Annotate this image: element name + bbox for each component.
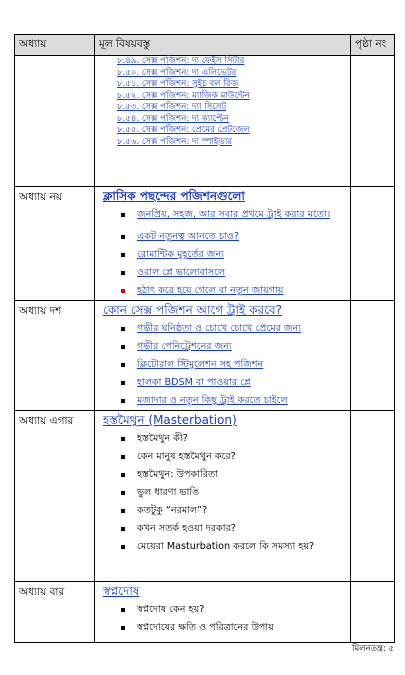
chapter-cell [15, 582, 95, 643]
subsection-link[interactable]: ৮.৫১. সেক্স পজিশন: সুইচ বল রিজ [117, 79, 239, 89]
header-row [15, 35, 395, 56]
topic-text: কখন সতর্ক হওয়া দরকার? [137, 523, 236, 534]
content-cell [95, 56, 351, 187]
list-item[interactable] [95, 102, 350, 114]
table-row [15, 187, 395, 301]
subsection-link[interactable]: ৮.৪৯. সেক্স পজিশন: দ্য ফেইস সিটার [117, 56, 245, 66]
list-item[interactable] [95, 114, 350, 126]
list-item[interactable] [95, 338, 350, 356]
subsection-link[interactable]: ৮.৫৩. সেক্স পজিশন: দ্যা সিসেট [117, 102, 227, 112]
list-item[interactable] [95, 125, 350, 137]
list-item[interactable] [95, 79, 350, 91]
topic-link[interactable]: একট নতুনত্ব আনতে চাও? [137, 231, 239, 242]
topic-link[interactable]: জনপ্রিয়, সহজ, আর সবার প্রথমে ট্রাই করার মতো। [137, 209, 331, 220]
subsection-link[interactable]: ৮.৫২. সেক্স পজিশন: ম্যাজিক মাউন্টেন [117, 90, 250, 101]
topic-list [95, 601, 350, 637]
list-item [95, 484, 350, 502]
topic-link[interactable]: গভীর পেনিট্রেশনের জন্য [137, 341, 232, 352]
topic-link[interactable]: মজাদার ও নতুন কিছু ট্রাই করতে চাইলে [137, 395, 288, 406]
list-item [95, 601, 350, 619]
list-item [95, 538, 350, 560]
list-item [95, 430, 350, 448]
list-item[interactable] [95, 68, 350, 80]
header-page: পৃষ্ঠা নং [351, 35, 395, 56]
page-cell [351, 301, 395, 411]
chapter-label: অধ্যায় নয় [19, 191, 63, 203]
list-item[interactable] [95, 264, 350, 282]
table-row [15, 411, 395, 582]
page-footer: মিলনতন্ত্র: ৫ [352, 644, 394, 654]
content-cell [95, 187, 351, 301]
chapter-label: অধ্যায় দশ [19, 305, 62, 317]
topic-text: হস্তমৈথুন: উপকারিতা [137, 469, 218, 480]
chapter-cell [15, 411, 95, 582]
list-item[interactable] [95, 228, 350, 246]
chapter-title[interactable]: কোন সেক্স পজিশন আগে ট্রাই করবে? [103, 303, 282, 317]
header-chapter: অধ্যায় [15, 35, 95, 56]
topic-text: স্বপ্নদোষের ক্ষতি ও পরিত্রানের উপায় [137, 622, 274, 633]
list-item[interactable] [95, 320, 350, 338]
chapter-cell [15, 56, 95, 187]
topic-link[interactable]: ক্লিটোরাল স্টিমুলেশন সহ পজিশন [137, 359, 264, 370]
subsection-link[interactable]: ৮.৫০. সেক্স পজিশন: দ্য এলিভেটর [117, 67, 237, 78]
header-content: মূল বিষয়বস্তু [95, 35, 351, 56]
topic-text: হস্তমৈথুন কী? [137, 433, 188, 444]
topic-list [95, 206, 350, 300]
topic-list [95, 320, 350, 410]
topic-text: স্বপ্নদোষ কেন হয়? [137, 604, 205, 615]
content-cell [95, 301, 351, 411]
topic-link[interactable]: হালকা BDSM বা পাওয়ার প্লে [137, 377, 251, 388]
table-of-contents [14, 34, 395, 643]
content-cell [95, 582, 351, 643]
list-item[interactable] [95, 91, 350, 103]
list-item [95, 502, 350, 520]
subsection-link[interactable]: ৮.৫৬. সেক্স পজিশন: দ্য স্পাইডার [117, 136, 233, 147]
table-row [15, 582, 395, 643]
chapter-cell [15, 187, 95, 301]
list-item[interactable] [95, 206, 350, 228]
table-row [15, 301, 395, 411]
list-item [95, 520, 350, 538]
subsection-link[interactable]: ৮.৫৪. সেক্স পজিশন: দ্য ক্যাপ্টেন [117, 113, 230, 124]
topic-list [95, 430, 350, 560]
topic-link[interactable]: ওরাল প্লে ভালোবাসলে [137, 267, 225, 278]
subsection-link[interactable]: ৮.৫৫. সেক্স পজিশন: প্রেমের প্রেটজেল [117, 125, 250, 135]
page-cell [351, 411, 395, 582]
topic-link[interactable]: গভীর ঘনিষ্ঠতা ও চোখে চোখে প্রেমের জন্য [137, 323, 302, 334]
list-item[interactable] [95, 374, 350, 392]
subsection-list [95, 56, 350, 148]
chapter-cell [15, 301, 95, 411]
page-cell [351, 582, 395, 643]
topic-link[interactable]: রোমান্টিক মুহূর্তের জন্য [137, 249, 224, 260]
chapter-title[interactable]: হস্তমৈথুন (Masterbation) [103, 413, 237, 427]
topic-text: ভুল ধারণা ভাঙি [137, 487, 200, 498]
list-item [95, 619, 350, 637]
page-cell [351, 187, 395, 301]
chapter-title[interactable]: স্বপ্নদোষ [103, 584, 140, 598]
list-item[interactable] [95, 282, 350, 300]
content-cell [95, 411, 351, 582]
table-row [15, 56, 395, 187]
chapter-label: অধ্যায় এগার [19, 415, 74, 427]
topic-text: কেন মানুষ হস্তমৈথুন করে? [137, 451, 236, 462]
list-item [95, 466, 350, 484]
list-item[interactable] [95, 56, 350, 68]
chapter-title[interactable]: ক্লাসিক পছন্দের পজিশনগুলো [103, 189, 245, 203]
list-item[interactable] [95, 392, 350, 410]
list-item[interactable] [95, 246, 350, 264]
list-item [95, 448, 350, 466]
topic-text: মেয়েরা Masturbation করলে কি সমস্যা হয়? [137, 541, 315, 552]
chapter-label: অধ্যায় বার [19, 586, 65, 598]
list-item[interactable] [95, 137, 350, 149]
page-cell [351, 56, 395, 187]
topic-text: কতটুকু “নরমাল”? [137, 505, 208, 516]
list-item[interactable] [95, 356, 350, 374]
topic-link[interactable]: হঠাৎ করে হয়ে গেলে বা নতুন জায়গায় [137, 285, 284, 296]
